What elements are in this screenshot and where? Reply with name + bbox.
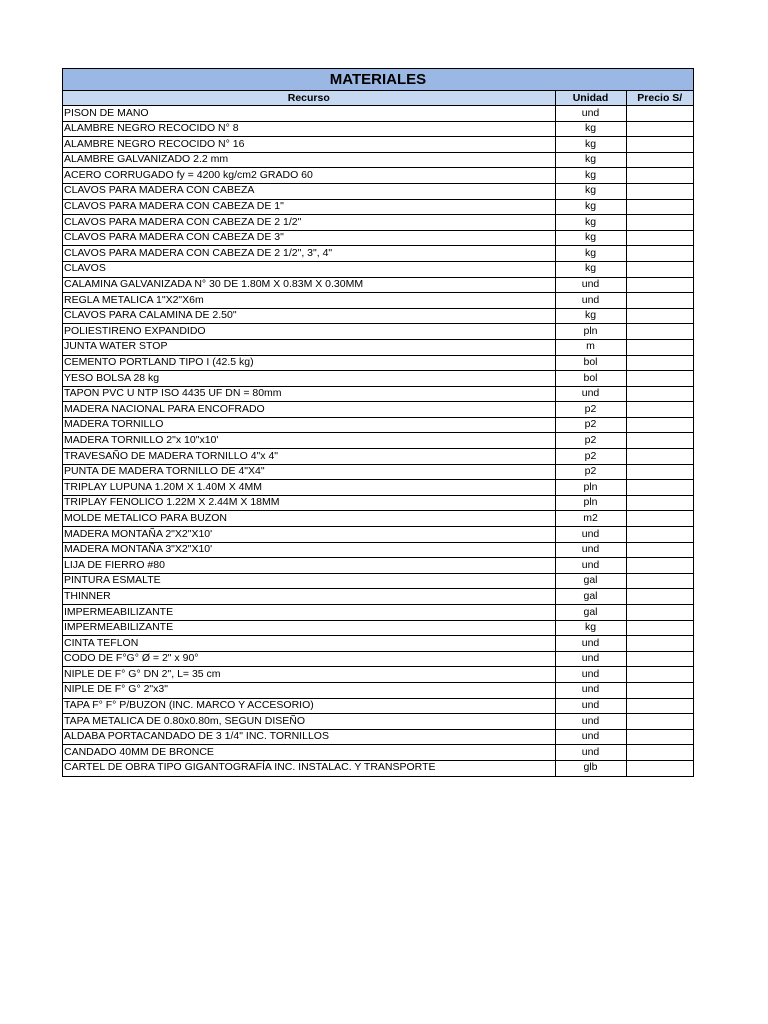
resource-cell: PINTURA ESMALTE [63, 573, 555, 589]
resource-cell: MADERA TORNILLO 2"x 10"x10' [63, 433, 555, 449]
price-cell[interactable] [626, 215, 693, 231]
table-row [63, 355, 693, 371]
unit-cell: kg [555, 308, 626, 324]
table-row [63, 698, 693, 714]
resource-cell: CARTEL DE OBRA TIPO GIGANTOGRAFÍA INC. INSTALAC. Y TRANSPORTE [63, 760, 555, 775]
table-row [63, 636, 693, 652]
unit-cell: pln [555, 480, 626, 496]
resource-cell: IMPERMEABILIZANTE [63, 605, 555, 621]
table-row [63, 308, 693, 324]
table-row [63, 682, 693, 698]
price-cell[interactable] [626, 464, 693, 480]
unit-cell: und [555, 698, 626, 714]
table-row [63, 464, 693, 480]
unit-cell: p2 [555, 433, 626, 449]
price-cell[interactable] [626, 168, 693, 184]
resource-cell: ALAMBRE GALVANIZADO 2.2 mm [63, 152, 555, 168]
header-row [63, 91, 693, 106]
price-cell[interactable] [626, 183, 693, 199]
table-row [63, 371, 693, 387]
price-cell[interactable] [626, 386, 693, 402]
price-cell[interactable] [626, 682, 693, 698]
unit-cell: kg [555, 152, 626, 168]
price-cell[interactable] [626, 636, 693, 652]
price-cell[interactable] [626, 651, 693, 667]
price-cell[interactable] [626, 558, 693, 574]
resource-cell: LIJA DE FIERRO #80 [63, 558, 555, 574]
unit-cell: m [555, 339, 626, 355]
unit-cell: kg [555, 199, 626, 215]
resource-cell: PUNTA DE MADERA TORNILLO DE 4"X4" [63, 464, 555, 480]
table-row [63, 449, 693, 465]
resource-cell: THINNER [63, 589, 555, 605]
unit-cell: kg [555, 183, 626, 199]
table-row [63, 152, 693, 168]
table-row [63, 714, 693, 730]
resource-cell: CODO DE F°G° Ø = 2" x 90° [63, 651, 555, 667]
table-row [63, 183, 693, 199]
unit-cell: p2 [555, 449, 626, 465]
unit-cell: kg [555, 261, 626, 277]
unit-cell: kg [555, 121, 626, 137]
unit-cell: und [555, 386, 626, 402]
resource-cell: CLAVOS PARA MADERA CON CABEZA DE 1" [63, 199, 555, 215]
unit-cell: gal [555, 605, 626, 621]
table-row [63, 495, 693, 511]
table-row [63, 433, 693, 449]
price-cell[interactable] [626, 261, 693, 277]
table-row [63, 558, 693, 574]
resource-cell: CLAVOS PARA MADERA CON CABEZA DE 2 1/2" [63, 215, 555, 231]
table-row [63, 277, 693, 293]
unit-cell: und [555, 745, 626, 761]
resource-cell: YESO BOLSA 28 kg [63, 371, 555, 387]
price-cell[interactable] [626, 433, 693, 449]
unit-cell: kg [555, 137, 626, 153]
price-cell[interactable] [626, 402, 693, 418]
unit-cell: m2 [555, 511, 626, 527]
unit-cell: kg [555, 246, 626, 262]
table-row [63, 667, 693, 683]
resource-cell: POLIESTIRENO EXPANDIDO [63, 324, 555, 340]
materials-table [62, 68, 694, 777]
price-cell[interactable] [626, 324, 693, 340]
table-row [63, 293, 693, 309]
unit-cell: und [555, 542, 626, 558]
price-cell[interactable] [626, 121, 693, 137]
table-row [63, 121, 693, 137]
resource-cell: CLAVOS PARA MADERA CON CABEZA [63, 183, 555, 199]
resource-cell: MADERA MONTAÑA 2"X2"X10' [63, 527, 555, 543]
unit-cell: und [555, 667, 626, 683]
resource-cell: MOLDE METALICO PARA BUZON [63, 511, 555, 527]
table-row [63, 137, 693, 153]
unit-cell: p2 [555, 464, 626, 480]
price-cell[interactable] [626, 480, 693, 496]
resource-cell: MADERA TORNILLO [63, 417, 555, 433]
table-row [63, 745, 693, 761]
table-row [63, 230, 693, 246]
unit-cell: pln [555, 324, 626, 340]
price-cell[interactable] [626, 449, 693, 465]
unit-cell: und [555, 527, 626, 543]
resource-cell: REGLA METALICA 1"X2"X6m [63, 293, 555, 309]
resource-cell: CEMENTO PORTLAND TIPO I (42.5 kg) [63, 355, 555, 371]
unit-cell: pln [555, 495, 626, 511]
table-row [63, 573, 693, 589]
table-row [63, 542, 693, 558]
resource-cell: ALAMBRE NEGRO RECOCIDO N° 16 [63, 137, 555, 153]
table-title: MATERIALES [63, 69, 693, 91]
unit-cell: und [555, 106, 626, 122]
resource-cell: JUNTA WATER STOP [63, 339, 555, 355]
table-row [63, 261, 693, 277]
price-cell[interactable] [626, 667, 693, 683]
resource-cell: TAPA F° F° P/BUZON (INC. MARCO Y ACCESORIO) [63, 698, 555, 714]
price-cell[interactable] [626, 495, 693, 511]
header-unit: Unidad [555, 91, 626, 106]
table-row [63, 324, 693, 340]
price-cell[interactable] [626, 199, 693, 215]
resource-cell: CANDADO 40MM DE BRONCE [63, 745, 555, 761]
table-row [63, 589, 693, 605]
resource-cell: MADERA MONTAÑA 3"X2"X10' [63, 542, 555, 558]
unit-cell: bol [555, 371, 626, 387]
resource-cell: IMPERMEABILIZANTE [63, 620, 555, 636]
resource-cell: TAPON PVC U NTP ISO 4435 UF DN = 80mm [63, 386, 555, 402]
price-cell[interactable] [626, 527, 693, 543]
resource-cell: CLAVOS [63, 261, 555, 277]
table-row [63, 199, 693, 215]
table-row [63, 402, 693, 418]
resource-cell: CINTA TEFLON [63, 636, 555, 652]
resource-cell: ALDABA PORTACANDADO DE 3 1/4" INC. TORNILLOS [63, 729, 555, 745]
price-cell[interactable] [626, 698, 693, 714]
price-cell[interactable] [626, 760, 693, 775]
table-row [63, 417, 693, 433]
resource-cell: TRIPLAY FENOLICO 1.22M X 2.44M X 18MM [63, 495, 555, 511]
price-cell[interactable] [626, 106, 693, 122]
unit-cell: und [555, 277, 626, 293]
unit-cell: und [555, 636, 626, 652]
unit-cell: gal [555, 573, 626, 589]
price-cell[interactable] [626, 230, 693, 246]
price-cell[interactable] [626, 137, 693, 153]
resource-cell: CLAVOS PARA MADERA CON CABEZA DE 2 1/2", 3", 4" [63, 246, 555, 262]
table-row [63, 480, 693, 496]
resource-cell: PISON DE MANO [63, 106, 555, 122]
price-cell[interactable] [626, 355, 693, 371]
resource-cell: TAPA METALICA DE 0.80x0.80m, SEGUN DISEÑO [63, 714, 555, 730]
resource-cell: CLAVOS PARA CALAMINA DE 2.50" [63, 308, 555, 324]
unit-cell: und [555, 558, 626, 574]
unit-cell: kg [555, 620, 626, 636]
unit-cell: und [555, 651, 626, 667]
price-cell[interactable] [626, 714, 693, 730]
unit-cell: und [555, 729, 626, 745]
unit-cell: gal [555, 589, 626, 605]
unit-cell: bol [555, 355, 626, 371]
price-cell[interactable] [626, 293, 693, 309]
table-row [63, 106, 693, 122]
resource-cell: MADERA NACIONAL PARA ENCOFRADO [63, 402, 555, 418]
table-row [63, 168, 693, 184]
price-cell[interactable] [626, 745, 693, 761]
unit-cell: und [555, 714, 626, 730]
unit-cell: und [555, 682, 626, 698]
table-row [63, 651, 693, 667]
price-cell[interactable] [626, 542, 693, 558]
price-cell[interactable] [626, 371, 693, 387]
table-row [63, 605, 693, 621]
header-resource: Recurso [63, 91, 555, 106]
unit-cell: kg [555, 215, 626, 231]
price-cell[interactable] [626, 152, 693, 168]
resource-cell: NIPLE DE F° G° DN 2", L= 35 cm [63, 667, 555, 683]
unit-cell: p2 [555, 417, 626, 433]
resource-cell: NIPLE DE F° G° 2"x3" [63, 682, 555, 698]
header-price: Precio S/ [626, 91, 693, 106]
table-row [63, 760, 693, 775]
resource-cell: TRIPLAY LUPUNA 1.20M X 1.40M X 4MM [63, 480, 555, 496]
table-row [63, 527, 693, 543]
price-cell[interactable] [626, 620, 693, 636]
resource-cell: ACERO CORRUGADO fy = 4200 kg/cm2 GRADO 60 [63, 168, 555, 184]
resource-cell: CLAVOS PARA MADERA CON CABEZA DE 3" [63, 230, 555, 246]
price-cell[interactable] [626, 308, 693, 324]
unit-cell: glb [555, 760, 626, 775]
price-cell[interactable] [626, 729, 693, 745]
price-cell[interactable] [626, 589, 693, 605]
unit-cell: p2 [555, 402, 626, 418]
price-cell[interactable] [626, 417, 693, 433]
price-cell[interactable] [626, 605, 693, 621]
table-row [63, 511, 693, 527]
resource-cell: TRAVESAÑO DE MADERA TORNILLO 4"x 4" [63, 449, 555, 465]
unit-cell: kg [555, 230, 626, 246]
price-cell[interactable] [626, 277, 693, 293]
unit-cell: kg [555, 168, 626, 184]
price-cell[interactable] [626, 511, 693, 527]
price-cell[interactable] [626, 573, 693, 589]
table-row [63, 386, 693, 402]
table-body [63, 106, 693, 776]
table-row [63, 729, 693, 745]
resource-cell: CALAMINA GALVANIZADA N° 30 DE 1.80M X 0.83M X 0.30MM [63, 277, 555, 293]
table-row [63, 339, 693, 355]
table-row [63, 215, 693, 231]
price-cell[interactable] [626, 246, 693, 262]
resource-cell: ALAMBRE NEGRO RECOCIDO N° 8 [63, 121, 555, 137]
unit-cell: und [555, 293, 626, 309]
table-row [63, 620, 693, 636]
materials-grid [63, 91, 693, 776]
table-row [63, 246, 693, 262]
price-cell[interactable] [626, 339, 693, 355]
